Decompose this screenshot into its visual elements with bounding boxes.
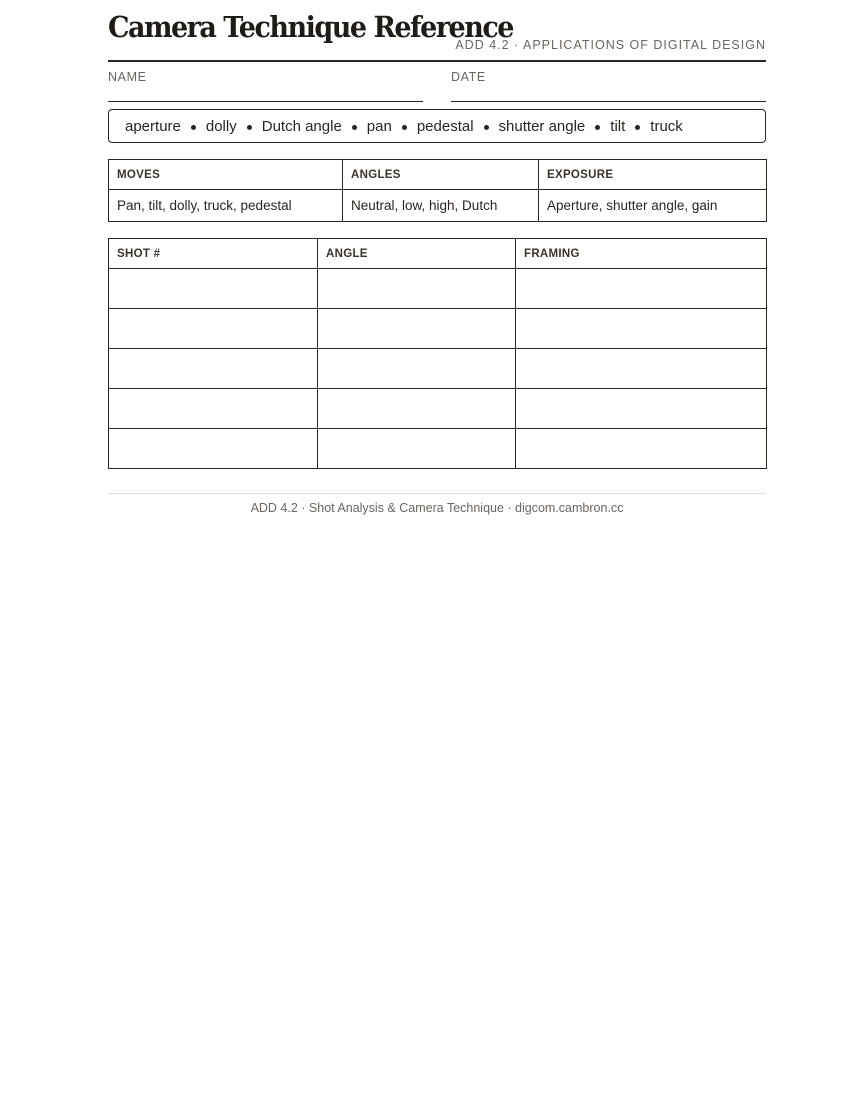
name-field-label: NAME [108,70,147,84]
framing-cell[interactable] [516,309,767,349]
bullet-separator [635,125,640,130]
table-header-row [109,160,767,190]
exposure-cell: Aperture, shutter angle, gain [539,190,767,222]
table-row [109,309,767,349]
angle-cell[interactable] [318,349,516,389]
word-bank-term: pedestal [416,117,474,135]
word-bank-term: Dutch angle [261,117,342,135]
framing-cell[interactable] [516,269,767,309]
column-header-framing: FRAMING [516,239,767,269]
word-bank-term: shutter angle [498,117,586,135]
column-header-moves: MOVES [109,160,343,190]
word-bank [108,109,766,143]
footer-divider [108,493,766,494]
table-row [109,190,767,222]
angle-cell[interactable] [318,389,516,429]
date-field[interactable] [451,62,766,102]
angles-cell: Neutral, low, high, Dutch [343,190,539,222]
bullet-separator [247,125,252,130]
word-bank-term: tilt [610,117,626,135]
shot-number-cell[interactable] [109,389,318,429]
student-fields [108,62,766,102]
table-header-row [109,239,767,269]
page-footer: ADD 4.2 · Shot Analysis & Camera Technique · digcom.cambron.cc [250,501,624,515]
angle-cell[interactable] [318,429,516,469]
word-bank-term: aperture [125,117,181,135]
course-label: ADD 4.2 · APPLICATIONS OF DIGITAL DESIGN [455,38,766,52]
table-row [109,269,767,309]
word-bank-term: pan [366,117,392,135]
shot-number-cell[interactable] [109,269,318,309]
framing-cell[interactable] [516,429,767,469]
worksheet-page [108,0,766,515]
bullet-separator [352,125,357,130]
worksheet-header [108,0,766,62]
page-title: Camera Technique Reference [108,10,513,44]
shot-number-cell[interactable] [109,349,318,389]
table-row [109,389,767,429]
framing-cell[interactable] [516,349,767,389]
technique-reference-table [108,159,767,222]
bullet-separator [402,125,407,130]
bullet-separator [191,125,196,130]
shot-number-cell[interactable] [109,309,318,349]
bullet-separator [484,125,489,130]
column-header-exposure: EXPOSURE [539,160,767,190]
moves-cell: Pan, tilt, dolly, truck, pedestal [109,190,343,222]
table-row [109,429,767,469]
angle-cell[interactable] [318,269,516,309]
name-field[interactable] [108,62,423,102]
word-bank-term: truck [650,117,683,135]
word-bank-term: dolly [205,117,237,135]
framing-cell[interactable] [516,389,767,429]
angle-cell[interactable] [318,309,516,349]
column-header-angle: ANGLE [318,239,516,269]
shot-log-table [108,238,767,469]
column-header-angles: ANGLES [343,160,539,190]
shot-number-cell[interactable] [109,429,318,469]
date-field-label: DATE [451,70,486,84]
bullet-separator [595,125,600,130]
column-header-shot-number: SHOT # [109,239,318,269]
table-row [109,349,767,389]
